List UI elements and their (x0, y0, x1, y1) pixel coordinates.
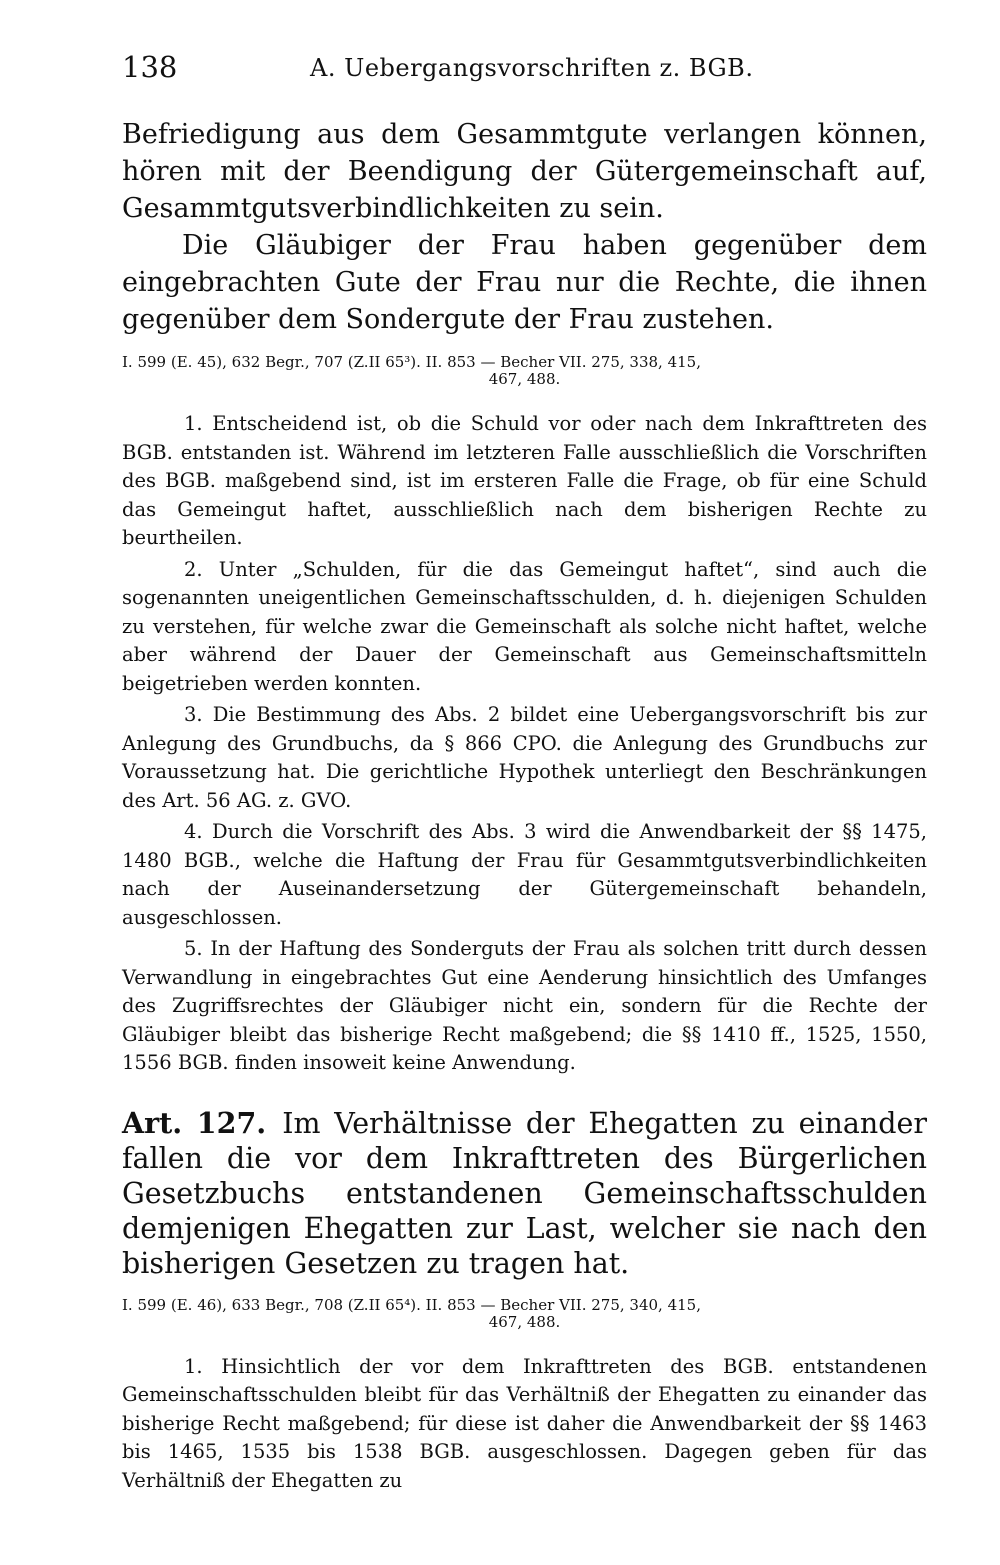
note-1-2: 2. Unter „Schulden, für die das Gemeingut haftet“, sind auch die sogenannten uneigentlichen Gemeinschaftsschulden, d. h. diejenigen Schulden zu verstehen, für welche zwar die Gemeinschaft als solche nicht haftet, welche aber während der Dauer der Gemeinschaft aus Gemeinschaftsmitteln beigetrieben werden konnten. (122, 557, 927, 695)
reference-line-2-part-1: I. 599 (E. 46), 633 Begr., 708 (Z.II 65⁴). II. 853 — Becher VII. 275, 340, 415, (122, 1295, 701, 1314)
note-1-5: 5. In der Haftung des Sonderguts der Frau als solchen tritt durch dessen Verwandlung in eingebrachtes Gut eine Aenderung hinsichtlich des Umfanges des Zugriffsrechtes der Gläubiger nicht ein, sondern für die Rechte der Gläubiger bleibt das bisherige Recht maßgebend; die §§ 1410 ff., 1525, 1550, 1556 BGB. finden insoweit keine Anwendung. (122, 937, 927, 1074)
page-body (122, 116, 927, 1498)
note-2-1: 1. Hinsichtlich der vor dem Inkrafttreten des BGB. entstandenen Gemeinschaftsschulden bleibt für das Verhältniß der Ehegatten zu einander das bisherige Recht maßgebend; für diese ist daher die Anwendbarkeit der §§ 1463 bis 1465, 1535 bis 1538 BGB. ausgeschlossen. Dagegen geben für das Verhältniß der Ehegatten zu (122, 1354, 927, 1492)
article-text: Im Verhältnisse der Ehegatten zu einander fallen die vor dem Inkrafttreten des Bürgerlichen Gesetzbuchs entstandenen Gemeinschaftsschulden demjenigen Ehegatten zur Last, welcher sie nach den bisherigen Gesetzen zu tragen hat. (122, 1106, 927, 1280)
intro-paragraph-2: Die Gläubiger der Frau haben gegenüber dem eingebrachten Gute der Frau nur die Rechte, die ihnen gegenüber dem Sondergute der Frau zustehen. (122, 230, 927, 335)
reference-line-1-part-2: 467, 488. (488, 370, 561, 388)
note-1-3: 3. Die Bestimmung des Abs. 2 bildet eine Uebergangsvorschrift bis zur Anlegung des Grundbuchs, da § 866 CPO. die Anlegung des Grundbuchs zur Voraussetzung hat. Die gerichtliche Hypothek unterliegt den Beschränkungen des Art. 56 AG. z. GVO. (122, 703, 927, 812)
intro-paragraph-1: Befriedigung aus dem Gesammtgute verlangen können, hören mit der Beendigung der Gütergemeinschaft auf, Gesammtgutsverbindlichkeiten zu sein. (122, 119, 927, 224)
running-title: A. Uebergangsvorschriften z. BGB. (310, 54, 754, 82)
note-1-4: 4. Durch die Vorschrift des Abs. 3 wird die Anwendbarkeit der §§ 1475, 1480 BGB., welche die Haftung der Frau für Gesammtgutsverbindlichkeiten nach der Auseinandersetzung der Gütergemeinschaft behandeln, ausgeschlossen. (122, 820, 927, 929)
page-number: 138 (122, 50, 178, 84)
page-header (122, 50, 930, 94)
reference-line-2 (122, 1297, 927, 1331)
reference-line-2-part-2: 467, 488. (488, 1312, 561, 1331)
article-label: Art. 127. (122, 1105, 267, 1140)
article-paragraph (122, 1106, 927, 1281)
reference-line-1 (122, 354, 927, 388)
reference-line-1-part-1: I. 599 (E. 45), 632 Begr., 707 (Z.II 65³). II. 853 — Becher VII. 275, 338, 415, (122, 353, 701, 371)
note-1-1: 1. Entscheidend ist, ob die Schuld vor oder nach dem Inkrafttreten des BGB. entstanden ist. Während im letzteren Falle ausschließlich die Vorschriften des BGB. maßgebend sind, ist im ersteren Falle die Frage, ob für eine Schuld das Gemeingut haftet, ausschließlich nach dem bisherigen Rechte zu beurtheilen. (122, 412, 927, 549)
article-127 (122, 1106, 927, 1281)
